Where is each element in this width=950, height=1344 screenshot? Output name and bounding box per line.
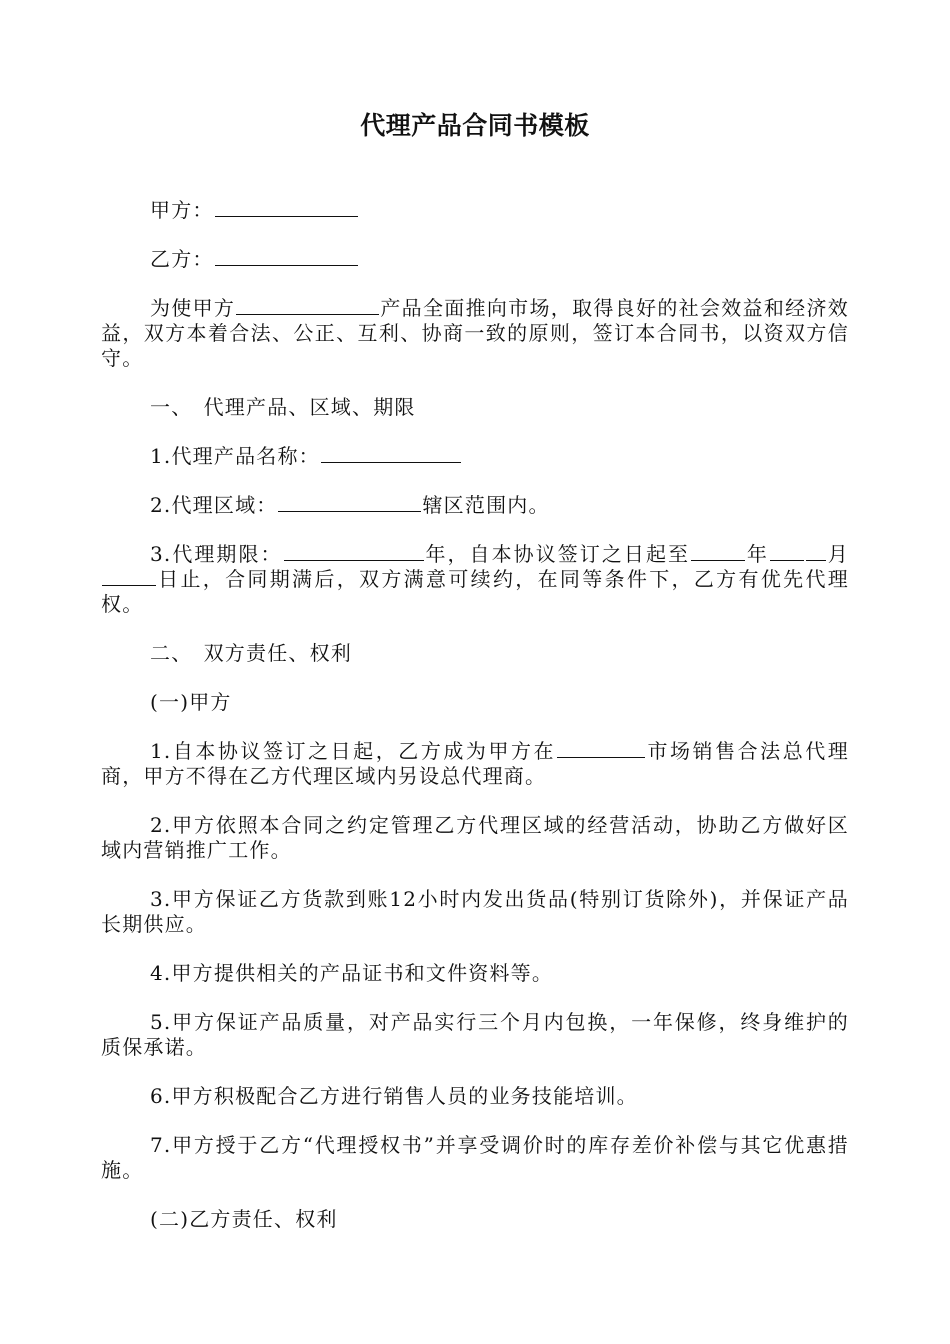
intro-part1: 为使甲方 [150,296,236,320]
market-blank[interactable] [557,739,645,758]
party-a-duty-1 [101,739,849,789]
section1-item1 [101,444,849,469]
term-years-blank[interactable] [284,542,424,561]
party-a-duty-6: 6.甲方积极配合乙方进行销售人员的业务技能培训。 [150,1084,638,1108]
duty1-text: 1.自本协议签订之日起，乙方成为甲方在 [150,739,557,763]
party-b-blank[interactable] [215,247,358,266]
product-name-label: 1.代理产品名称： [150,444,320,468]
party-a-duty-5: 5.甲方保证产品质量，对产品实行三个月内包换，一年保修，终身维护的质保承诺。 [101,1010,849,1059]
party-a-blank[interactable] [215,198,358,217]
duty1-suffix: 市场销售合法总代理商，甲方不得在乙方代理区域内另设总代理商。 [101,739,849,788]
section2-heading: 二、 双方责任、权利 [150,641,352,665]
section1-heading: 一、 代理产品、区域、期限 [150,395,416,419]
term-text2: 年 [746,542,769,566]
party-b-line [101,247,849,272]
party-a-label: 甲方： [150,198,214,222]
section2-sub2: (二)乙方责任、权利 [150,1207,338,1231]
intro-paragraph [101,296,849,371]
party-a-duty-3: 3.甲方保证乙方货款到账12小时内发出货品(特别订货除外)，并保证产品长期供应。 [101,887,849,936]
section1-item2 [101,493,849,518]
section2-sub1: (一)甲方 [150,690,232,714]
term-text1: 年，自本协议签订之日起至 [424,542,691,566]
document-body [101,198,849,1256]
party-a-duty-7: 7.甲方授于乙方“代理授权书”并享受调价时的库存差价补偿与其它优惠措施。 [101,1133,849,1182]
end-month-blank-a[interactable] [770,542,804,561]
party-a-duty-4: 4.甲方提供相关的产品证书和文件资料等。 [150,961,554,985]
end-month-blank-b[interactable] [806,542,826,561]
end-year-blank[interactable] [691,542,745,561]
region-suffix: 辖区范围内。 [422,493,550,517]
term-label: 3.代理期限： [150,542,283,566]
party-b-label: 乙方： [150,247,214,271]
end-day-blank[interactable] [102,567,156,586]
region-label: 2.代理区域： [150,493,278,517]
party-a-line [101,198,849,223]
document-title: 代理产品合同书模板 [360,111,590,140]
intro-product-blank[interactable] [236,296,379,315]
term-text3: 月 [826,542,850,566]
region-blank[interactable] [278,493,421,512]
section1-item3 [101,542,849,617]
intro-part2: 产品全面推向市场，取得良好的社会效益和经济效益，双方本着合法、公正、互利、协商一致的原则，签订本合同书，以资双方信守。 [101,296,849,370]
term-text4: 日止，合同期满后，双方满意可续约，在同等条件下，乙方有优先代理权。 [101,567,849,616]
party-a-duty-2: 2.甲方依照本合同之约定管理乙方代理区域的经营活动，协助乙方做好区域内营销推广工作。 [101,813,849,862]
product-name-blank[interactable] [321,444,461,463]
